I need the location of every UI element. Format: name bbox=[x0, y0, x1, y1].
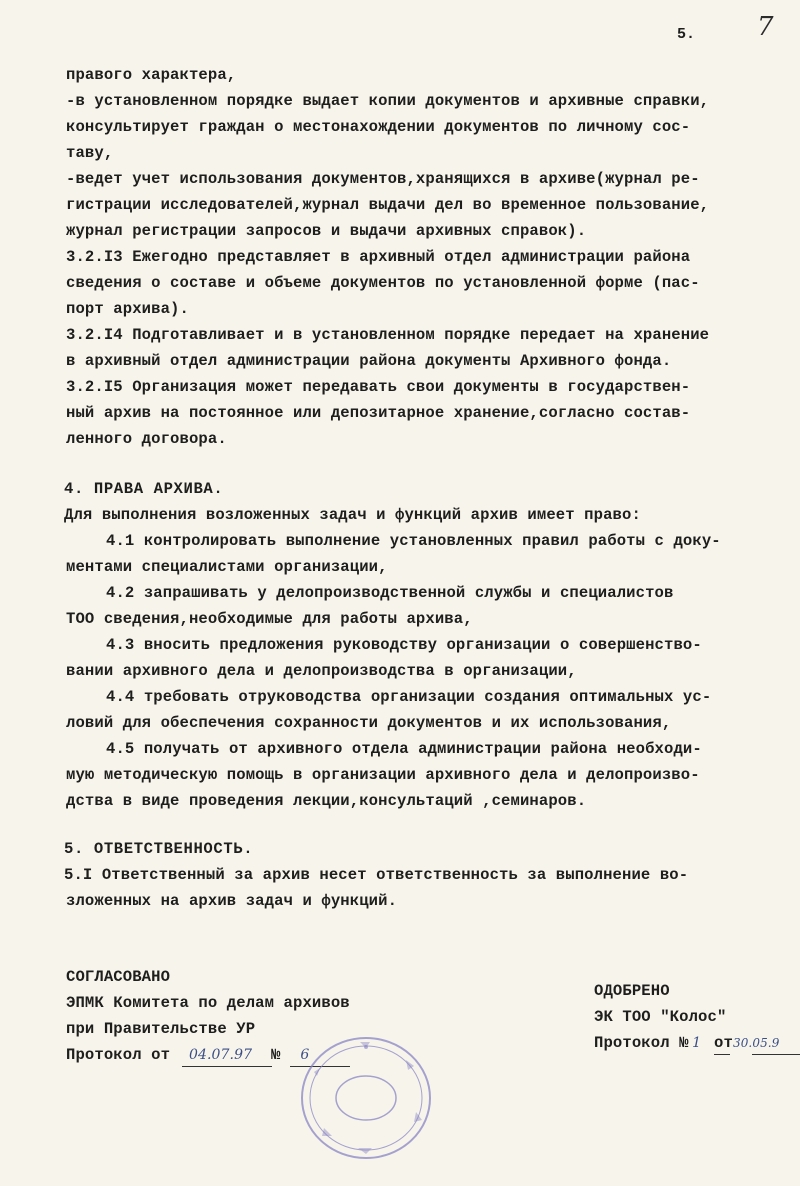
text-line: мую методическую помощь в организации архивного дела и делопроизво- bbox=[66, 766, 700, 784]
approval-label-right: ОДОБРЕНО bbox=[594, 982, 670, 1000]
round-stamp bbox=[296, 1032, 436, 1164]
text-line: ТОО сведения,необходимые для работы архива, bbox=[66, 610, 473, 628]
page-number: 5. bbox=[677, 26, 696, 43]
underline bbox=[752, 1054, 800, 1055]
text-line: сведения о составе и объеме документов по установленной форме (пас- bbox=[66, 274, 700, 292]
text-line: консультирует граждан о местонахождении документов по личному сос- bbox=[66, 118, 691, 136]
text-line: 4.4 требовать отруководства организации создания оптимальных ус- bbox=[106, 688, 712, 706]
protocol-number-handwritten: 6 bbox=[300, 1047, 310, 1063]
section-heading: 4. ПРАВА АРХИВА. bbox=[64, 480, 224, 498]
underline bbox=[714, 1054, 730, 1055]
approval-label-left: СОГЛАСОВАНО bbox=[66, 968, 171, 986]
text-line: правого характера, bbox=[66, 66, 237, 84]
text-line: зложенных на архив задач и функций. bbox=[66, 892, 398, 910]
text-line: в архивный отдел администрации района документы Архивного фонда. bbox=[66, 352, 672, 370]
text-line: -в установленном порядке выдает копии документов и архивные справки, bbox=[66, 92, 710, 110]
section-heading: 5. ОТВЕТСТВЕННОСТЬ. bbox=[64, 840, 254, 858]
approval-org-left: ЭПМК Комитета по делам архивов bbox=[66, 994, 350, 1012]
approval-org-left: при Правительстве УР bbox=[66, 1020, 256, 1038]
text-line: 4.5 получать от архивного отдела администрации района необходи- bbox=[106, 740, 702, 758]
text-line: гистрации исследователей,журнал выдачи дел во временное пользование, bbox=[66, 196, 710, 214]
protocol-line-right: Протокол № 1 от30.05.9 bbox=[594, 1034, 780, 1052]
underline bbox=[182, 1066, 272, 1067]
handwritten-folio-number: 7 bbox=[757, 12, 774, 42]
text-line: 3.2.I3 Ежегодно представляет в архивный отдел администрации района bbox=[66, 248, 691, 266]
text-line: 4.3 вносить предложения руководству организации о совершенство- bbox=[106, 636, 702, 654]
text-line: 3.2.I4 Подготавливает и в установленном порядке передает на хранение bbox=[66, 326, 710, 344]
text-line: таву, bbox=[66, 144, 114, 162]
approval-org-right: ЭК ТОО "Колос" bbox=[594, 1008, 727, 1026]
text-line: ленного договора. bbox=[66, 430, 227, 448]
text-line: порт архива). bbox=[66, 300, 189, 318]
protocol-date-handwritten: 04.07.97 bbox=[188, 1047, 253, 1063]
text-line: 3.2.I5 Организация может передавать свои документы в государствен- bbox=[66, 378, 691, 396]
text-line: Для выполнения возложенных задач и функций архив имеет право: bbox=[64, 506, 641, 524]
text-line: ментами специалистами организации, bbox=[66, 558, 388, 576]
protocol-line-left: Протокол от 04.07.97 № 6 bbox=[66, 1046, 320, 1064]
text-line: 4.2 запрашивать у делопроизводственной службы и специалистов bbox=[106, 584, 674, 602]
text-line: вании архивного дела и делопроизводства в организации, bbox=[66, 662, 577, 680]
protocol-number-handwritten: 1 bbox=[692, 1035, 702, 1051]
text-line: журнал регистрации запросов и выдачи архивных справок). bbox=[66, 222, 587, 240]
text-line: дства в виде проведения лекции,консультаций ,семинаров. bbox=[66, 792, 587, 810]
text-line: ловий для обеспечения сохранности документов и их использования, bbox=[66, 714, 672, 732]
protocol-date-handwritten: 30.05.9 bbox=[732, 1036, 780, 1050]
text-line: -ведет учет использования документов,хранящихся в архиве(журнал ре- bbox=[66, 170, 700, 188]
text-line: 5.I Ответственный за архив несет ответственность за выполнение во- bbox=[64, 866, 689, 884]
text-line: 4.1 контролировать выполнение установленных правил работы с доку- bbox=[106, 532, 721, 550]
text-line: ный архив на постоянное или депозитарное хранение,согласно состав- bbox=[66, 404, 691, 422]
